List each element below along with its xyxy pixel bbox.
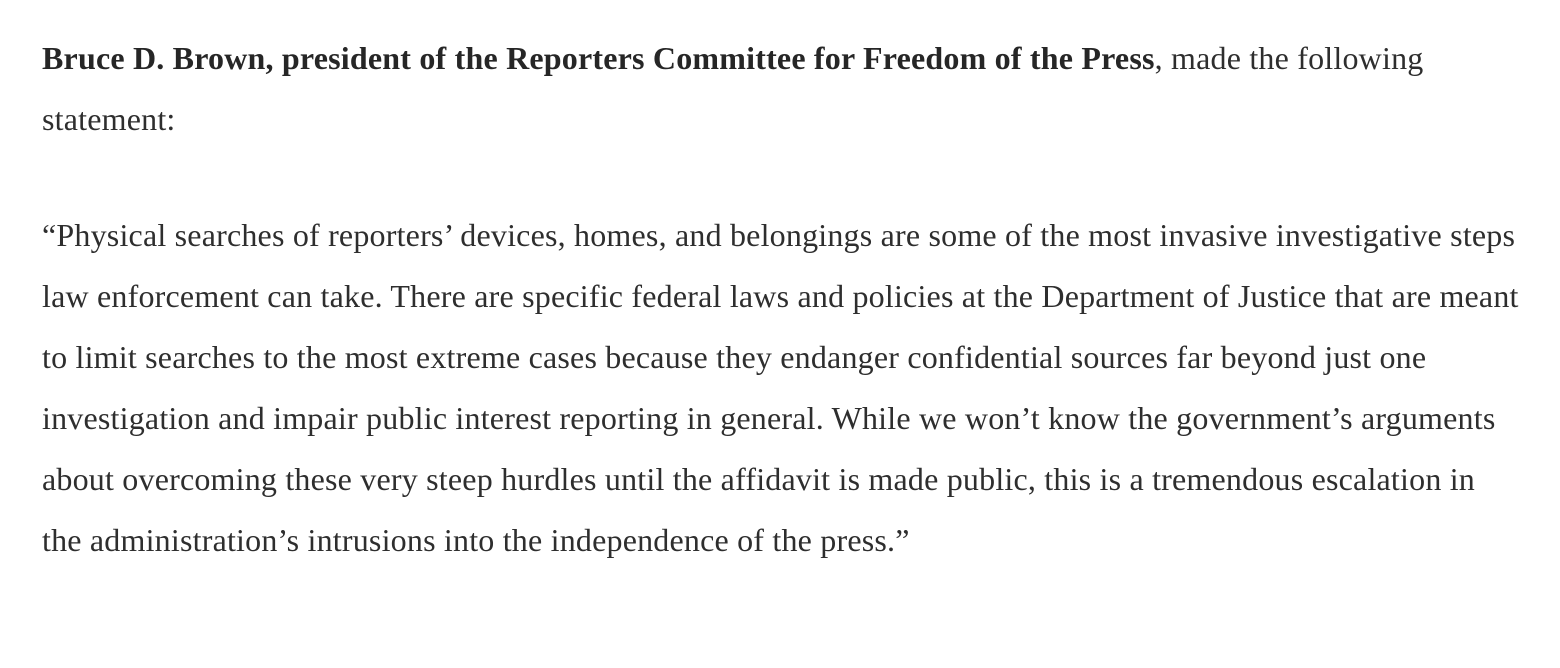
statement-paragraph: “Physical searches of reporters’ devices, homes, and belongings are some of the most invasive investigative steps law enforcement can take. There are specific federal laws and policies at the Department of Justice that are meant to limit searches to the most extreme cases because they endanger confidential sources far beyond just one investigation and impair public interest reporting in general. While we won’t know the government’s arguments about overcoming these very steep hurdles until the affidavit is made public, this is a tremendous escalation in the administration’s intrusions into the independence of the press.” bbox=[42, 217, 1519, 558]
attribution-paragraph bbox=[42, 28, 1522, 150]
attribution-name-bold: Bruce D. Brown, president of the Reporters Committee for Freedom of the Press bbox=[42, 40, 1155, 76]
attribution-rest-text: , made the following statement: bbox=[42, 40, 1424, 137]
